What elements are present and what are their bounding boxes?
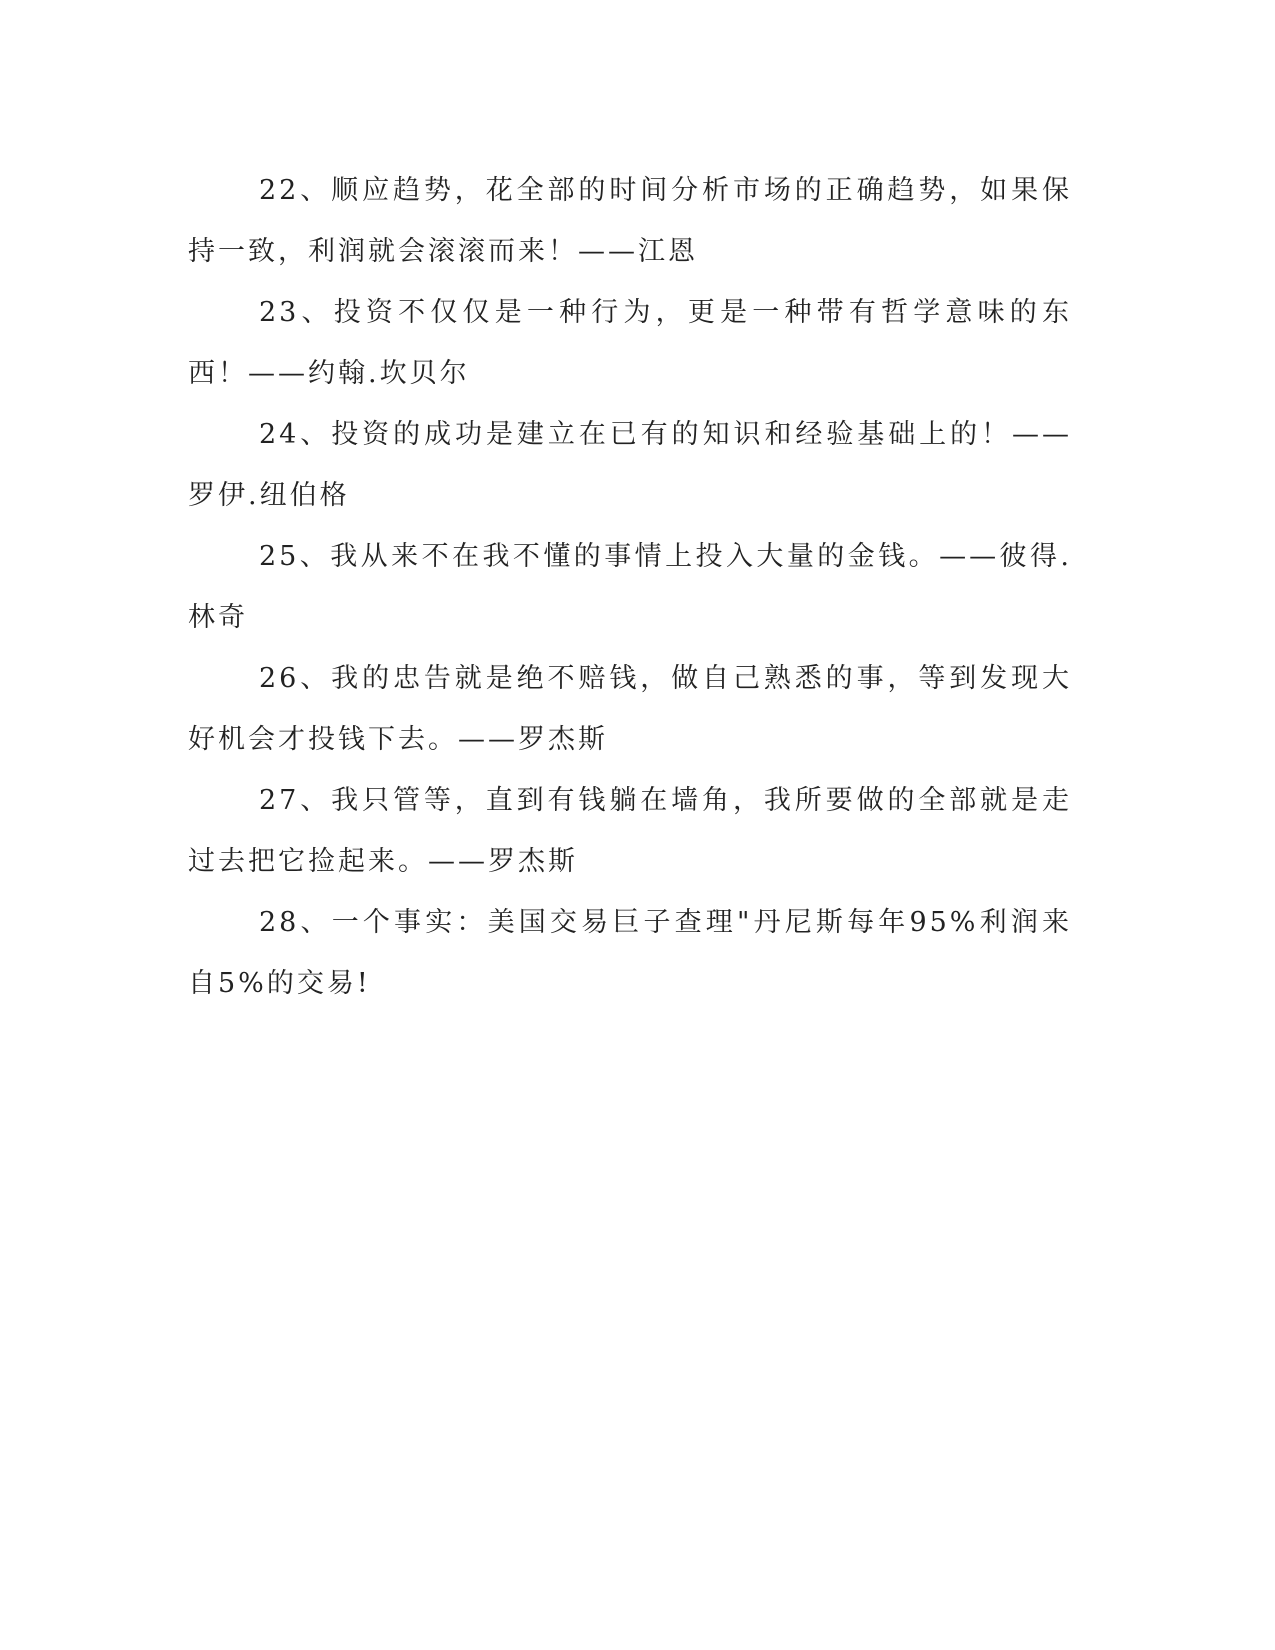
- quote-paragraph-24: 24、投资的成功是建立在已有的知识和经验基础上的！——罗伊.纽伯格: [188, 419, 1072, 511]
- quote-paragraph-22: 22、顺应趋势，花全部的时间分析市场的正确趋势，如果保持一致，利润就会滚滚而来！——江恩: [188, 175, 1072, 267]
- quote-paragraph-26: 26、我的忠告就是绝不赔钱，做自己熟悉的事，等到发现大好机会才投钱下去。——罗杰斯: [188, 663, 1072, 755]
- quote-paragraph-27: 27、我只管等，直到有钱躺在墙角，我所要做的全部就是走过去把它捡起来。——罗杰斯: [188, 785, 1072, 877]
- document-body: [188, 160, 1072, 1014]
- quote-paragraph-23: 23、投资不仅仅是一种行为，更是一种带有哲学意味的东西！——约翰.坎贝尔: [188, 297, 1072, 389]
- quote-paragraph-28: 28、一个事实：美国交易巨子查理"丹尼斯每年95%利润来自5%的交易!: [188, 907, 1072, 999]
- quote-paragraph-25: 25、我从来不在我不懂的事情上投入大量的金钱。——彼得.林奇: [188, 541, 1072, 633]
